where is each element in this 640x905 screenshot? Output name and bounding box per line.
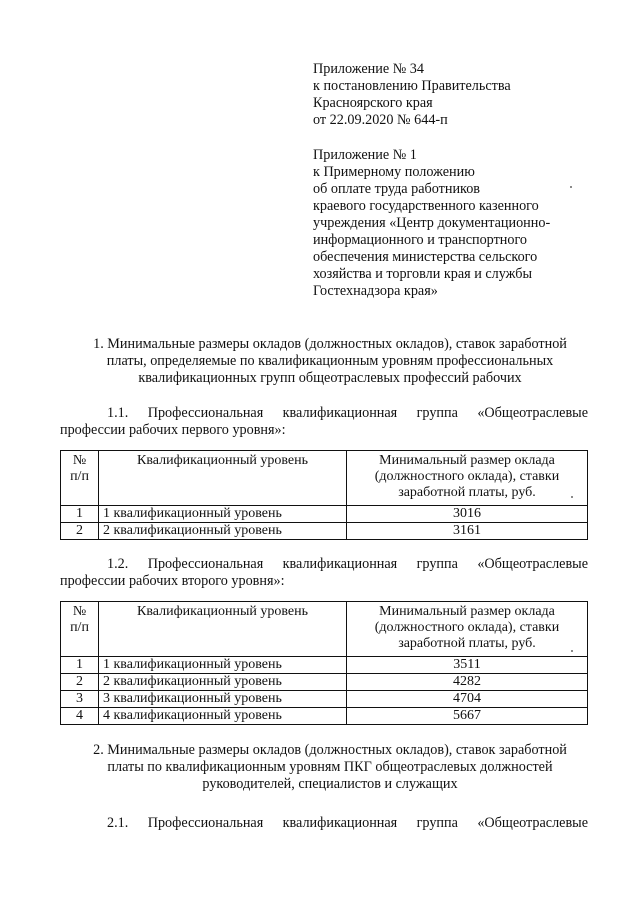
header-num: № п/п xyxy=(61,602,99,657)
row-salary: 4704 xyxy=(347,691,588,708)
heading-line: 2. Минимальные размеры окладов (должностных окладов), ставок заработной xyxy=(93,742,567,758)
table-row xyxy=(61,708,588,725)
header-level: Квалификационный уровень xyxy=(99,602,347,657)
salary-table-2 xyxy=(60,601,588,725)
row-level: 1 квалификационный уровень xyxy=(99,506,347,523)
appendix-line: информационного и транспортного xyxy=(313,232,528,248)
table-row xyxy=(61,691,588,708)
row-salary: 5667 xyxy=(347,708,588,725)
table-row xyxy=(61,657,588,674)
row-num: 1 xyxy=(61,657,99,674)
appendix-line: Гостехнадзора края» xyxy=(313,283,438,299)
section2-heading xyxy=(60,742,600,793)
subsection-title-line: 1.2. Профессиональная квалификационная группа «Общеотраслевые xyxy=(107,556,588,572)
appendix-line: Приложение № 34 xyxy=(313,61,424,77)
row-num: 3 xyxy=(61,691,99,708)
header-salary: Минимальный размер оклада (должностного оклада), ставки заработной платы, руб. xyxy=(347,451,588,506)
row-num: 2 xyxy=(61,523,99,540)
row-salary: 4282 xyxy=(347,674,588,691)
subsection-2-1 xyxy=(60,815,588,832)
subsection-1-2 xyxy=(60,556,588,590)
appendix-line: к Примерному положению xyxy=(313,164,475,180)
row-salary: 3016 xyxy=(347,506,588,523)
scan-speck xyxy=(571,650,573,652)
appendix-subheader xyxy=(313,147,550,300)
heading-line: платы, определяемые по квалификационным уровням профессиональных xyxy=(106,353,554,369)
row-level: 2 квалификационный уровень xyxy=(99,674,347,691)
row-level: 4 квалификационный уровень xyxy=(99,708,347,725)
appendix-line: краевого государственного казенного xyxy=(313,198,539,214)
appendix-line: к постановлению Правительства xyxy=(313,78,511,94)
subsection-1-1 xyxy=(60,405,588,439)
row-level: 2 квалификационный уровень xyxy=(99,523,347,540)
salary-table-1 xyxy=(60,450,588,540)
table-header-row xyxy=(61,451,588,506)
row-num: 4 xyxy=(61,708,99,725)
subsection-title-line: профессии рабочих первого уровня»: xyxy=(60,422,286,438)
scan-speck xyxy=(571,496,573,498)
heading-line: квалификационных групп общеотраслевых профессий рабочих xyxy=(138,370,522,386)
heading-line: платы по квалификационным уровням ПКГ общеотраслевых должностей xyxy=(107,759,553,775)
row-salary: 3161 xyxy=(347,523,588,540)
table-row xyxy=(61,674,588,691)
section1-heading xyxy=(60,336,600,387)
subsection-title-line: 2.1. Профессиональная квалификационная группа «Общеотраслевые xyxy=(107,815,588,831)
heading-line: 1. Минимальные размеры окладов (должностных окладов), ставок заработной xyxy=(93,336,567,352)
scan-speck xyxy=(570,186,572,188)
subsection-title-line: 1.1. Профессиональная квалификационная группа «Общеотраслевые xyxy=(107,405,588,421)
appendix-line: Красноярского края xyxy=(313,95,433,111)
appendix-line: об оплате труда работников xyxy=(313,181,481,197)
table-row xyxy=(61,523,588,540)
appendix-header xyxy=(313,61,511,129)
appendix-line: Приложение № 1 xyxy=(313,147,417,163)
appendix-line: от 22.09.2020 № 644-п xyxy=(313,112,448,128)
row-level: 1 квалификационный уровень xyxy=(99,657,347,674)
row-num: 1 xyxy=(61,506,99,523)
heading-line: руководителей, специалистов и служащих xyxy=(202,776,458,792)
table-row xyxy=(61,506,588,523)
row-num: 2 xyxy=(61,674,99,691)
header-level: Квалификационный уровень xyxy=(99,451,347,506)
subsection-title-line: профессии рабочих второго уровня»: xyxy=(60,573,285,589)
table-header-row xyxy=(61,602,588,657)
header-salary: Минимальный размер оклада (должностного оклада), ставки заработной платы, руб. xyxy=(347,602,588,657)
row-salary: 3511 xyxy=(347,657,588,674)
row-level: 3 квалификационный уровень xyxy=(99,691,347,708)
header-num: № п/п xyxy=(61,451,99,506)
appendix-line: учреждения «Центр документационно- xyxy=(313,215,551,231)
appendix-line: обеспечения министерства сельского xyxy=(313,249,538,265)
appendix-line: хозяйства и торговли края и службы xyxy=(313,266,532,282)
